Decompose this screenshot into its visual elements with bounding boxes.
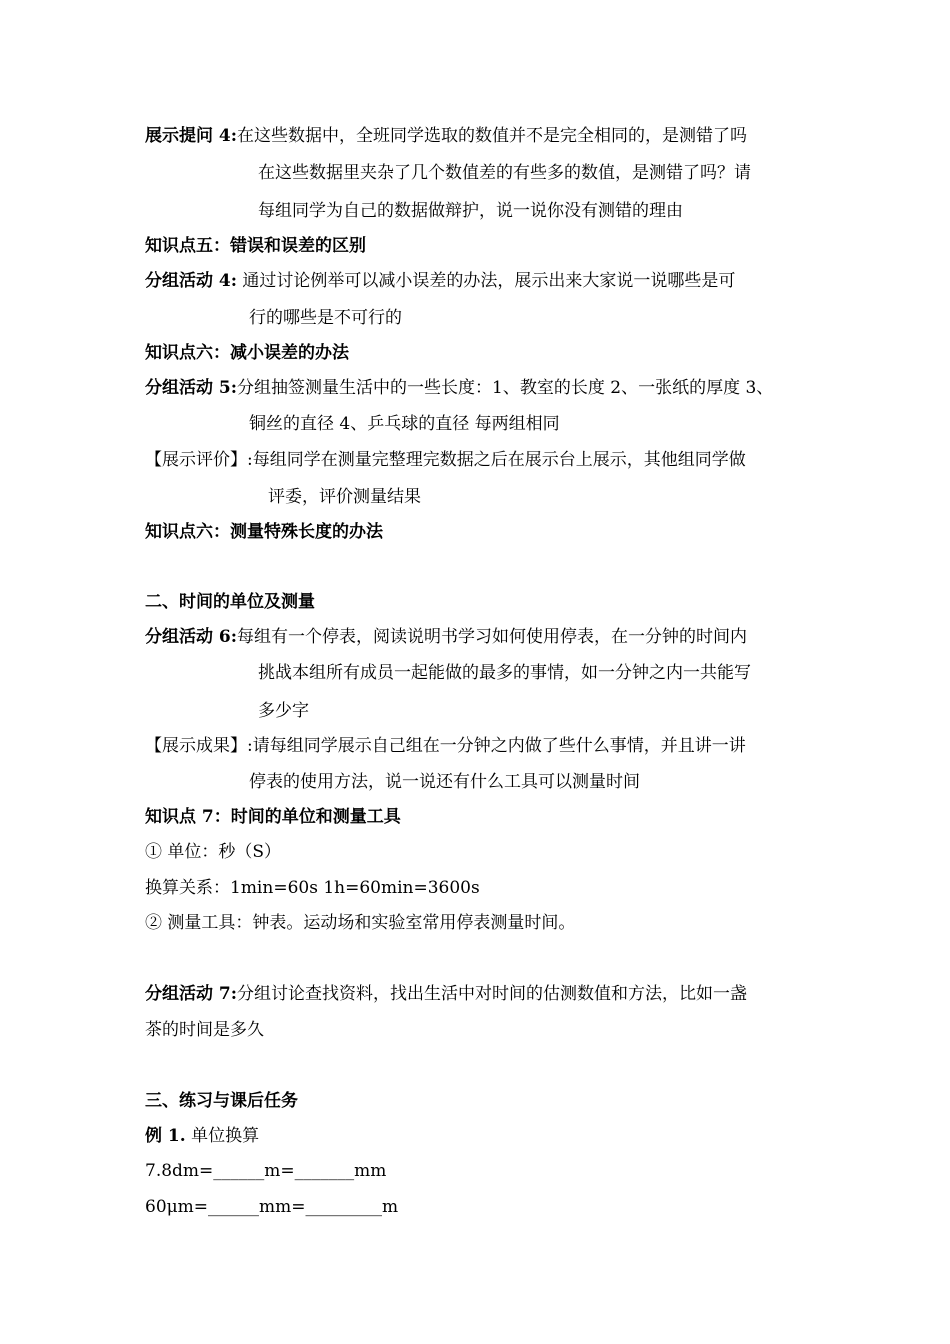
evaluation-line1 <box>145 448 746 472</box>
evaluation-line2: 评委，评价测量结果 <box>268 487 421 507</box>
activity7-text1: 分组讨论查找资料，找出生活中对时间的估测数值和方法，比如一盏 <box>237 984 748 1004</box>
evaluation-text1: 每组同学在测量完整理完数据之后在展示台上展示，其他组同学做 <box>252 450 746 470</box>
result-line1 <box>145 734 746 758</box>
activity5-label: 分组活动 5: <box>145 378 238 398</box>
example1-line <box>145 1124 259 1148</box>
activity4-line2: 行的哪些是不可行的 <box>249 308 402 328</box>
activity5-text1: 分组抽签测量生活中的一些长度：1、教室的长度 2、一张纸的厚度 3、 <box>237 378 774 398</box>
activity6-line3: 多少字 <box>258 701 309 721</box>
example1-question1: 7.8dm=______m=_______mm <box>145 1161 387 1181</box>
prompt4-line3: 每组同学为自己的数据做辩护，说一说你没有测错的理由 <box>258 201 683 221</box>
section2-heading: 二、时间的单位及测量 <box>145 592 315 612</box>
result-label: 【展示成果】: <box>145 736 253 756</box>
prompt4-label: 展示提问 4: <box>145 126 238 146</box>
activity7-line2: 茶的时间是多久 <box>145 1020 264 1040</box>
tools-line: ② 测量工具：钟表。运动场和实验室常用停表测量时间。 <box>145 913 576 933</box>
evaluation-label: 【展示评价】: <box>145 450 253 470</box>
activity4-line1 <box>145 269 735 293</box>
prompt4-line1 <box>145 124 747 148</box>
activity6-text1: 每组有一个停表，阅读说明书学习如何使用停表，在一分钟的时间内 <box>237 627 748 647</box>
activity4-label: 分组活动 4: <box>145 271 238 291</box>
result-text1: 请每组同学展示自己组在一分钟之内做了些什么事情，并且讲一讲 <box>252 736 746 756</box>
knowledge7-heading: 知识点 7：时间的单位和测量工具 <box>145 807 401 827</box>
activity7-line1 <box>145 982 747 1006</box>
knowledge6b-heading: 知识点六：测量特殊长度的办法 <box>145 522 383 542</box>
knowledge6a-heading: 知识点六：减小误差的办法 <box>145 343 349 363</box>
unit-line: ① 单位：秒（S） <box>145 842 282 862</box>
activity6-line1 <box>145 625 747 649</box>
activity7-label: 分组活动 7: <box>145 984 238 1004</box>
result-line2: 停表的使用方法，说一说还有什么工具可以测量时间 <box>249 772 640 792</box>
conversion-line: 换算关系：1min=60s 1h=60min=3600s <box>145 878 480 898</box>
activity6-label: 分组活动 6: <box>145 627 238 647</box>
example1-label: 例 1. <box>145 1126 186 1146</box>
knowledge5-heading: 知识点五：错误和误差的区别 <box>145 236 366 256</box>
prompt4-text1: 在这些数据中，全班同学选取的数值并不是完全相同的，是测错了吗 <box>237 126 748 146</box>
activity5-line1 <box>145 376 773 400</box>
activity4-text1: 通过讨论例举可以减小误差的办法，展示出来大家说一说哪些是可 <box>237 271 736 291</box>
activity5-line2: 铜丝的直径 4、乒乓球的直径 每两组相同 <box>249 414 560 434</box>
prompt4-line2: 在这些数据里夹杂了几个数值差的有些多的数值，是测错了吗？请 <box>258 163 751 183</box>
section3-heading: 三、练习与课后任务 <box>145 1091 298 1111</box>
example1-title: 单位换算 <box>185 1126 260 1146</box>
activity6-line2: 挑战本组所有成员一起能做的最多的事情，如一分钟之内一共能写 <box>258 663 751 683</box>
example1-question2: 60μm=______mm=_________m <box>145 1197 399 1217</box>
